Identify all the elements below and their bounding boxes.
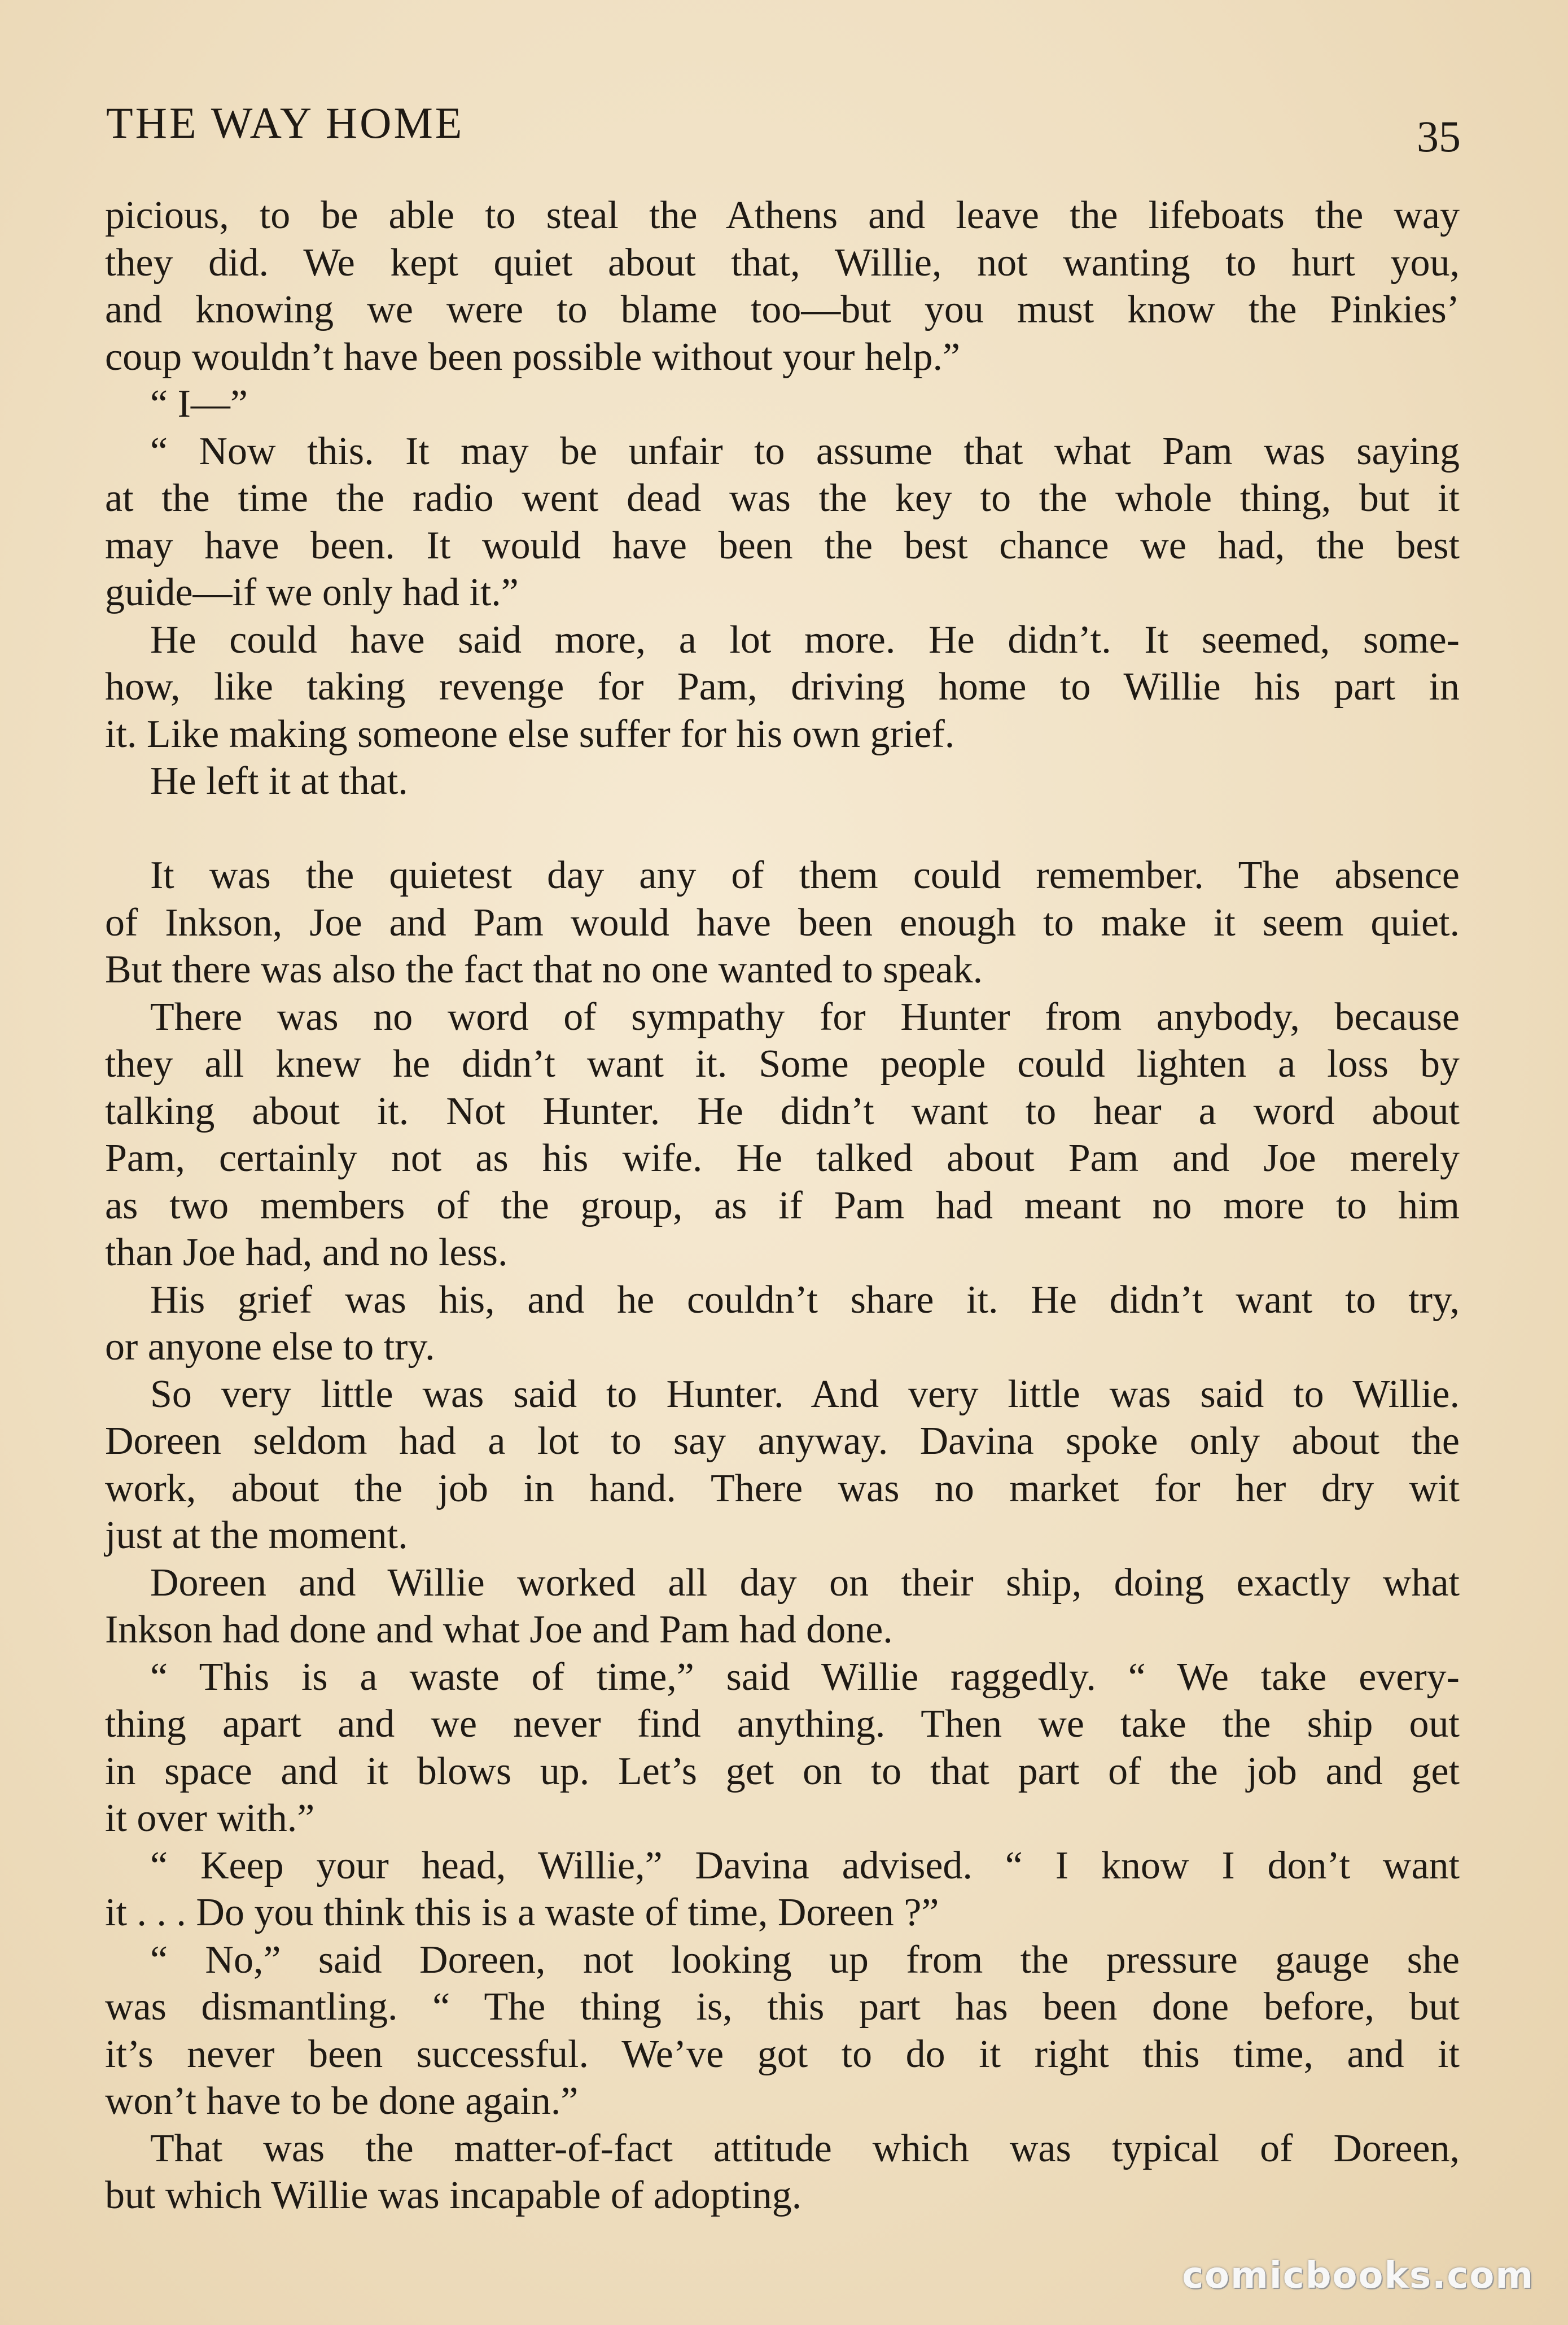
text-line: work, about the job in hand. There was no market for her dry wit <box>105 1466 1460 1510</box>
page-number: 35 <box>1417 112 1461 161</box>
text-line: won’t have to be done again.” <box>105 2079 579 2123</box>
text-line: “ I—” <box>150 382 248 426</box>
section-break <box>105 805 1460 853</box>
text-line: “ This is a waste of time,” said Willie raggedly. “ We take every- <box>150 1655 1460 1699</box>
text-line: He could have said more, a lot more. He didn’t. It seemed, some- <box>150 618 1460 662</box>
text-line: But there was also the fact that no one wanted to speak. <box>105 948 983 991</box>
text-line: and knowing we were to blame too—but you must know the Pinkies’ <box>105 288 1460 331</box>
text-line: they did. We kept quiet about that, Willie, not wanting to hurt you, <box>105 241 1460 285</box>
text-line: guide—if we only had it.” <box>105 571 519 614</box>
text-line: at the time the radio went dead was the key to the whole thing, but it <box>105 477 1460 520</box>
text-line: they all knew he didn’t want it. Some people could lighten a loss by <box>105 1042 1460 1086</box>
text-line: Inkson had done and what Joe and Pam had done. <box>105 1608 893 1651</box>
text-line: of Inkson, Joe and Pam would have been enough to make it seem quiet. <box>105 901 1460 945</box>
text-line: than Joe had, and no less. <box>105 1231 508 1274</box>
text-line: but which Willie was incapable of adopting. <box>105 2174 802 2217</box>
text-line: it . . . Do you think this is a waste of time, Doreen ?” <box>105 1891 939 1934</box>
text-line: So very little was said to Hunter. And very little was said to Willie. <box>150 1372 1460 1416</box>
text-line: may have been. It would have been the best chance we had, the best <box>105 523 1460 567</box>
text-line: His grief was his, and he couldn’t share it. He didn’t want to try, <box>150 1278 1460 1322</box>
text-line: or anyone else to try. <box>105 1325 435 1369</box>
text-line: it’s never been successful. We’ve got to do it right this time, and it <box>105 2032 1460 2076</box>
text-line: It was the quietest day any of them could remember. The absence <box>150 854 1460 897</box>
text-line: He left it at that. <box>150 759 408 803</box>
text-line: “ No,” said Doreen, not looking up from the pressure gauge she <box>150 1938 1460 1982</box>
text-line: how, like taking revenge for Pam, driving home to Willie his part in <box>105 665 1460 709</box>
text-line: picious, to be able to steal the Athens and leave the lifeboats the way <box>105 194 1460 237</box>
site-watermark: comicbooks.com <box>1182 2255 1534 2297</box>
text-line: Pam, certainly not as his wife. He talked about Pam and Joe merely <box>105 1137 1460 1180</box>
text-line: in space and it blows up. Let’s get on to that part of the job and get <box>105 1749 1460 1793</box>
text-line: coup wouldn’t have been possible without your help.” <box>105 335 961 379</box>
text-line: talking about it. Not Hunter. He didn’t want to hear a word about <box>105 1089 1460 1133</box>
text-line: There was no word of sympathy for Hunter from anybody, because <box>150 995 1460 1039</box>
text-line: as two members of the group, as if Pam had meant no more to him <box>105 1183 1460 1227</box>
text-line: it over with.” <box>105 1797 315 1840</box>
text-line: thing apart and we never find anything. Then we take the ship out <box>105 1702 1460 1746</box>
text-line: Doreen seldom had a lot to say anyway. Davina spoke only about the <box>105 1419 1460 1463</box>
text-line: That was the matter-of-fact attitude which was typical of Doreen, <box>150 2126 1460 2170</box>
running-head: THE WAY HOME <box>106 98 465 147</box>
text-line: it. Like making someone else suffer for his own grief. <box>105 712 955 756</box>
body-text <box>105 192 1460 2219</box>
text-line: just at the moment. <box>105 1514 408 1557</box>
text-line: Doreen and Willie worked all day on their ship, doing exactly what <box>150 1561 1460 1605</box>
text-line: “ Keep your head, Willie,” Davina advised. “ I know I don’t want <box>150 1843 1460 1887</box>
text-line: “ Now this. It may be unfair to assume that what Pam was saying <box>150 429 1460 473</box>
text-line: was dismantling. “ The thing is, this part has been done before, but <box>105 1985 1460 2029</box>
